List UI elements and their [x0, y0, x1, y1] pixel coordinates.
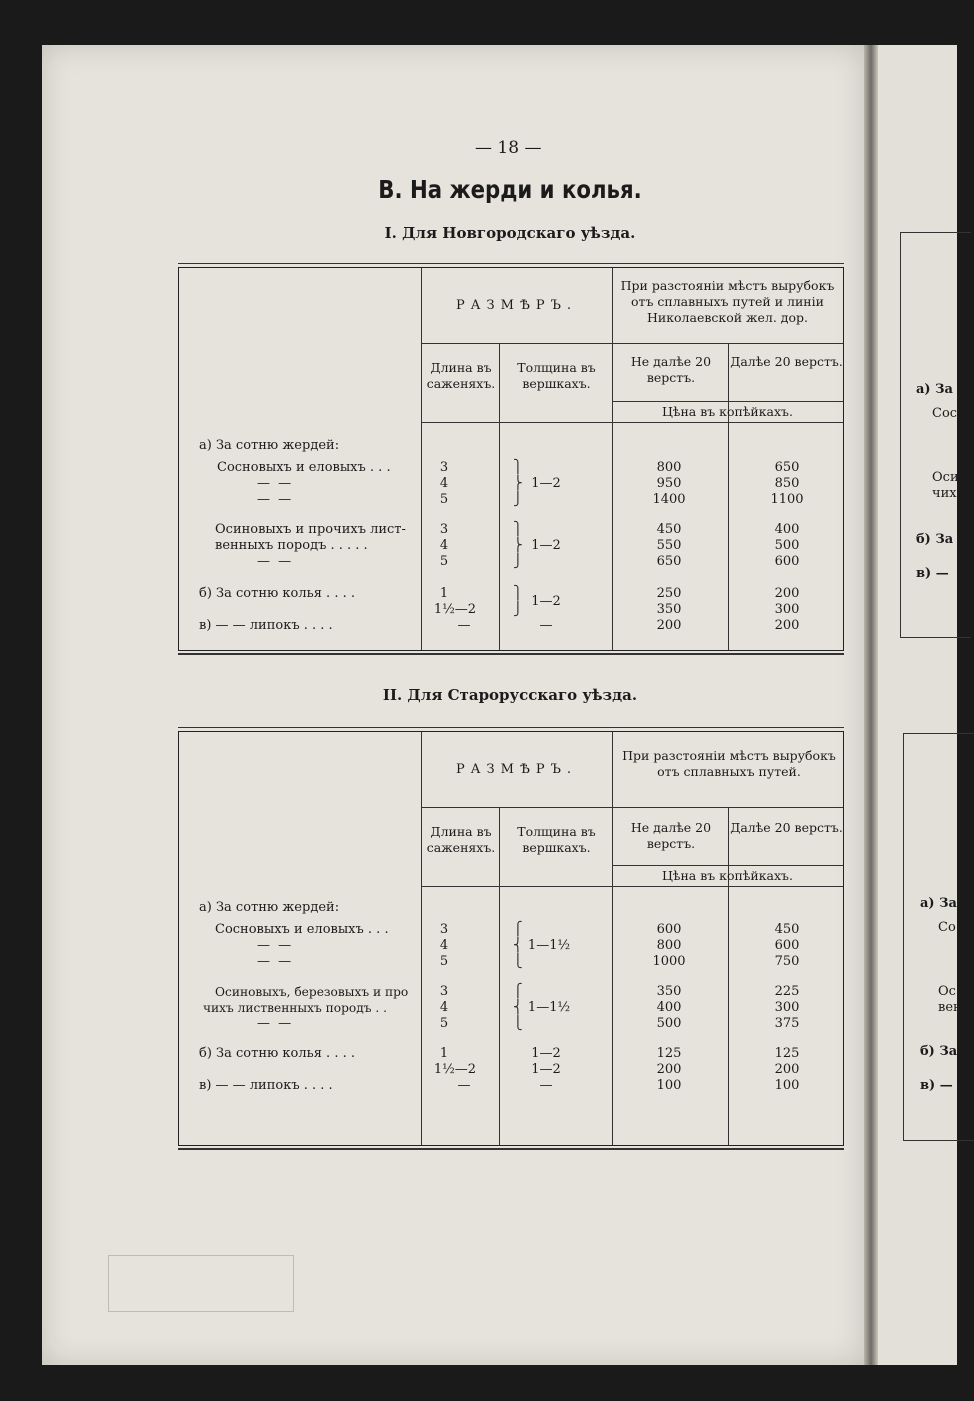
b-label: б) За сотню колья . . . .: [199, 586, 355, 601]
aspen-dash: — —: [257, 1016, 294, 1031]
facing-text: Ос: [938, 984, 956, 999]
aspen-len-2: 4: [439, 1000, 449, 1015]
pine-near-3: 1000: [652, 954, 686, 969]
far-header: Далѣе 20 верстъ.: [730, 820, 843, 835]
aspen-label-2: чихъ лиственныхъ породъ . .: [203, 1001, 387, 1015]
pine-far-1: 450: [774, 922, 800, 937]
pine-len-2: 4: [439, 938, 449, 953]
pine-len-3: 5: [439, 954, 449, 969]
aspen-far-1: 400: [774, 522, 800, 537]
pine-len-2: 4: [439, 476, 449, 491]
v-len: —: [457, 618, 471, 633]
pine-far-1: 650: [774, 460, 800, 475]
distance-header: При разстояніи мѣстъ вырубокъ отъ сплавныхъ путей и линіи Николаевской жел. дор.: [620, 278, 835, 325]
brace: ⎫ ⎬ ⎭: [513, 522, 523, 569]
razmer-header: РАЗМѢРЪ.: [455, 762, 578, 777]
pine-near-3: 1400: [652, 492, 686, 507]
document-page: [42, 45, 864, 1365]
v-near: 200: [656, 618, 682, 633]
b-far-1: 200: [774, 586, 800, 601]
aspen-thick: 1—2: [531, 538, 561, 553]
v-far: 200: [774, 618, 800, 633]
aspen-far-3: 375: [774, 1016, 800, 1031]
b-thick: 1—2: [531, 594, 561, 609]
v-far: 100: [774, 1078, 800, 1093]
aspen-len-1: 3: [439, 984, 449, 999]
pine-far-3: 750: [774, 954, 800, 969]
b-far-2: 200: [774, 1062, 800, 1077]
brace: ⎫ ⎭: [513, 586, 523, 617]
b-len-2: 1½—2: [433, 602, 477, 617]
distance-header: При разстояніи мѣстъ вырубокъ отъ сплавныхъ путей.: [622, 748, 836, 779]
b-len-2: 1½—2: [433, 1062, 477, 1077]
thickness-header: Толщина въ вершкахъ.: [517, 360, 596, 391]
length-header: Длина въ саженяхъ.: [426, 360, 496, 391]
v-thick: —: [539, 1078, 553, 1093]
aspen-near-3: 650: [656, 554, 682, 569]
brace: ⎫ ⎬ ⎭: [513, 460, 523, 507]
v-label: в) — — липокъ . . . .: [199, 618, 333, 633]
facing-text: а) За: [916, 382, 953, 397]
aspen-far-3: 600: [774, 554, 800, 569]
table-novgorod: [178, 267, 844, 651]
row-a-title: а) За сотню жердей:: [199, 900, 340, 915]
facing-text: в) —: [920, 1078, 953, 1093]
v-thick: —: [539, 618, 553, 633]
aspen-label-1: Осиновыхъ и прочихъ лист-: [215, 522, 406, 537]
length-header: Длина въ саженяхъ.: [426, 824, 496, 855]
facing-text: вен: [938, 1000, 962, 1015]
aspen-near-1: 350: [656, 984, 682, 999]
aspen-len-3: 5: [439, 1016, 449, 1031]
facing-text: б) За: [916, 532, 954, 547]
section-2-title: II. Для Старорусскаго уѣзда.: [382, 686, 638, 704]
v-len: —: [457, 1078, 471, 1093]
pine-far-2: 600: [774, 938, 800, 953]
aspen-near-2: 550: [656, 538, 682, 553]
near-header: Не далѣе 20 верстъ.: [630, 820, 712, 851]
b-far-1: 125: [774, 1046, 800, 1061]
pine-near-1: 800: [656, 460, 682, 475]
pine-near-2: 950: [656, 476, 682, 491]
b-near-2: 350: [656, 602, 682, 617]
section-1-title: I. Для Новгородскаго уѣзда.: [384, 224, 636, 242]
row-a-title: а) За сотню жердей:: [199, 438, 340, 453]
facing-text: чих: [932, 486, 957, 501]
razmer-header: РАЗМѢРЪ.: [455, 298, 578, 313]
v-near: 100: [656, 1078, 682, 1093]
pine-dash-2: — —: [257, 954, 294, 969]
pine-dash-2: — —: [257, 492, 294, 507]
pine-len-3: 5: [439, 492, 449, 507]
aspen-near-1: 450: [656, 522, 682, 537]
b-near-2: 200: [656, 1062, 682, 1077]
pine-len-1: 3: [439, 460, 449, 475]
facing-text: Сос: [932, 406, 958, 421]
aspen-dash: — —: [257, 554, 294, 569]
far-header: Далѣе 20 верстъ.: [730, 354, 843, 369]
facing-text: Со: [938, 920, 956, 935]
b-near-1: 250: [656, 586, 682, 601]
aspen-far-1: 225: [774, 984, 800, 999]
b-label: б) За сотню колья . . . .: [199, 1046, 355, 1061]
b-len-1: 1: [439, 586, 449, 601]
pine-label: Сосновыхъ и еловыхъ . . .: [217, 460, 391, 475]
aspen-near-2: 400: [656, 1000, 682, 1015]
pine-thick: 1—1½: [527, 938, 571, 953]
page-number: — 18 —: [475, 138, 542, 158]
pine-far-2: 850: [774, 476, 800, 491]
b-thick-2: 1—2: [531, 1062, 561, 1077]
brace: ⎧ ⎨ ⎩: [513, 922, 523, 969]
aspen-far-2: 300: [774, 1000, 800, 1015]
aspen-len-1: 3: [439, 522, 449, 537]
page-title: В. На жерди и колья.: [378, 175, 642, 204]
aspen-label-1: Осиновыхъ, березовыхъ и про: [215, 985, 409, 999]
library-stamp: [108, 1255, 294, 1312]
b-len-1: 1: [439, 1046, 449, 1061]
price-header: Цѣна въ копѣйкахъ.: [662, 868, 793, 883]
pine-label: Сосновыхъ и еловыхъ . . .: [215, 922, 389, 937]
b-thick-1: 1—2: [531, 1046, 561, 1061]
near-header: Не далѣе 20 верстъ.: [630, 354, 712, 385]
aspen-far-2: 500: [774, 538, 800, 553]
aspen-label-2: венныхъ породъ . . . . .: [215, 538, 368, 553]
facing-text: б) За: [920, 1044, 958, 1059]
pine-dash-1: — —: [257, 476, 294, 491]
pine-near-2: 800: [656, 938, 682, 953]
aspen-len-2: 4: [439, 538, 449, 553]
price-header: Цѣна въ копѣйкахъ.: [662, 404, 793, 419]
table-starorussa: [178, 731, 844, 1146]
b-near-1: 125: [656, 1046, 682, 1061]
aspen-len-3: 5: [439, 554, 449, 569]
thickness-header: Толщина въ вершкахъ.: [517, 824, 596, 855]
v-label: в) — — липокъ . . . .: [199, 1078, 333, 1093]
aspen-near-3: 500: [656, 1016, 682, 1031]
pine-far-3: 1100: [770, 492, 804, 507]
facing-text: а) За: [920, 896, 957, 911]
facing-text: в) —: [916, 566, 949, 581]
pine-len-1: 3: [439, 922, 449, 937]
aspen-thick: 1—1½: [527, 1000, 571, 1015]
book-gutter: [864, 45, 878, 1365]
pine-dash-1: — —: [257, 938, 294, 953]
b-far-2: 300: [774, 602, 800, 617]
facing-text: Оси: [932, 470, 959, 485]
pine-near-1: 600: [656, 922, 682, 937]
pine-thick: 1—2: [531, 476, 561, 491]
brace: ⎧ ⎨ ⎩: [513, 984, 523, 1031]
